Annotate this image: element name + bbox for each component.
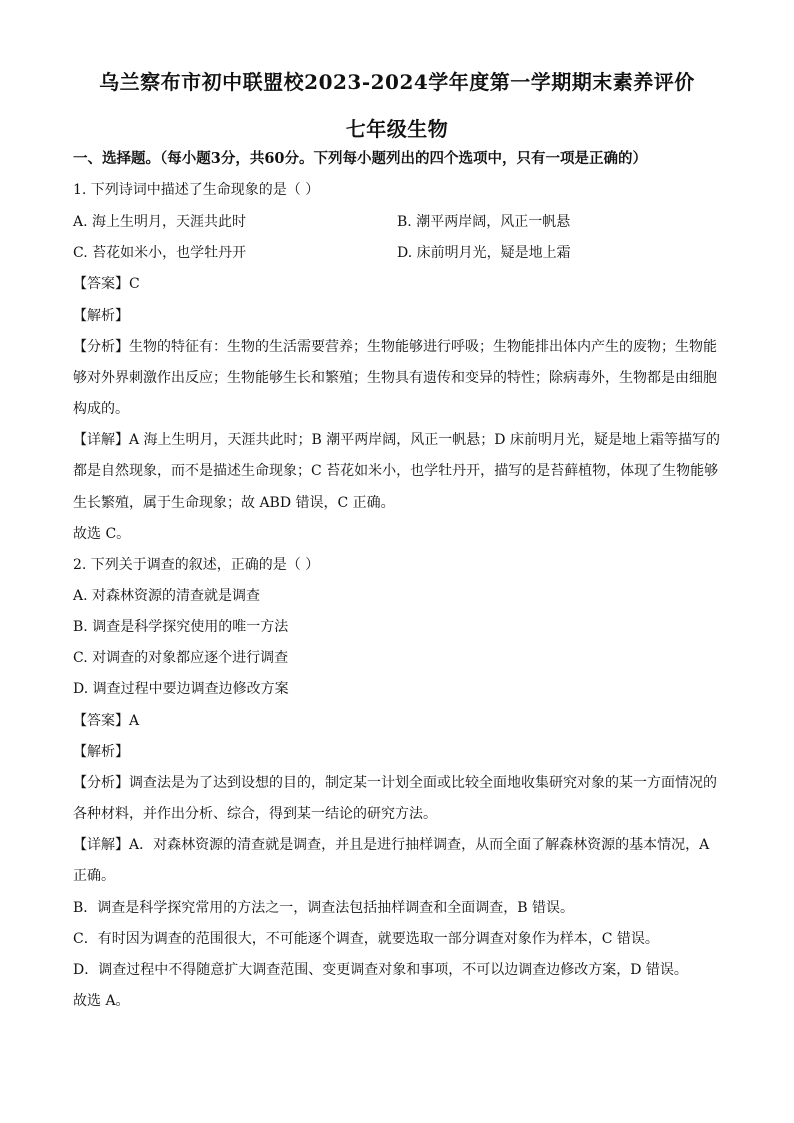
q2-detail-line: D．调查过程中不得随意扩大调查范围、变更调查对象和事项，不可以边调查边修改方案，D 错误。 [73,962,688,978]
document-subtitle: 七年级生物 [345,117,449,141]
q1-answer: 【答案】C [73,276,140,292]
q2-analysis-line: 【分析】调查法是为了达到设想的目的，制定某一计划全面或比较全面地收集研究对象的某一方面情况的 [73,775,717,791]
q1-conclusion: 故选 C。 [73,526,131,542]
section-heading: 一、选择题。（每小题3分，共60分。下列每小题列出的四个选项中，只有一项是正确的） [73,150,648,167]
q1-analysis-line: 构成的。 [73,401,129,417]
q2-option-c: C. 对调查的对象都应逐个进行调查 [73,650,289,666]
q1-option-d: D. 床前明月光，疑是地上霜 [397,245,571,261]
q2-detail-line: 正确。 [73,868,115,884]
q1-detail-line: 都是自然现象，而不是描述生命现象；C 苔花如米小，也学牡丹开，描写的是苔藓植物，体现了生物能够 [73,463,719,479]
q1-detail-line: 【详解】A 海上生明月，天涯共此时；B 潮平两岸阔，风正一帆悬；D 床前明月光，疑是地上霜等描写的 [73,432,720,448]
q1-option-b: B. 潮平两岸阔，风正一帆悬 [397,214,571,230]
q1-option-c: C. 苔花如米小，也学牡丹开 [73,245,247,261]
q1-stem: 1. 下列诗词中描述了生命现象的是（ ） [73,182,320,198]
q2-detail-line: C．有时因为调查的范围很大，不可能逐个调查，就要选取一部分调查对象作为样本，C 错误。 [73,931,659,947]
q1-analysis-line: 【分析】生物的特征有：生物的生活需要营养；生物能够进行呼吸；生物能排出体内产生的废物；生物能 [73,339,717,355]
q2-option-d: D. 调查过程中要边调查边修改方案 [73,681,289,697]
q1-detail-line: 生长繁殖，属于生命现象；故 ABD 错误，C 正确。 [73,495,395,511]
q2-stem: 2. 下列关于调查的叙述，正确的是（ ） [73,557,320,573]
q1-analysis-label: 【解析】 [73,308,129,324]
q1-options-row1 [73,212,723,232]
q2-detail-line: B．调查是科学探究常用的方法之一，调查法包括抽样调查和全面调查，B 错误。 [73,900,575,916]
q2-option-a: A. 对森林资源的清查就是调查 [73,588,261,604]
q2-option-b: B. 调查是科学探究使用的唯一方法 [73,619,289,635]
q1-analysis-line: 够对外界刺激作出反应；生物能够生长和繁殖；生物具有遗传和变异的特性；除病毒外，生物都是由细胞 [73,370,717,386]
q1-options-row2 [73,243,723,263]
q2-answer: 【答案】A [73,713,140,729]
q2-analysis-label: 【解析】 [73,744,129,760]
document-title: 乌兰察布市初中联盟校2023-2024学年度第一学期期末素养评价 [99,70,695,94]
q2-analysis-line: 各种材料，并作出分析、综合，得到某一结论的研究方法。 [73,806,437,822]
q1-option-a: A. 海上生明月，天涯共此时 [73,214,247,230]
q2-conclusion: 故选 A。 [73,993,130,1009]
q2-detail-line: 【详解】A．对森林资源的清查就是调查，并且是进行抽样调查，从而全面了解森林资源的基本情况，A [73,837,710,853]
